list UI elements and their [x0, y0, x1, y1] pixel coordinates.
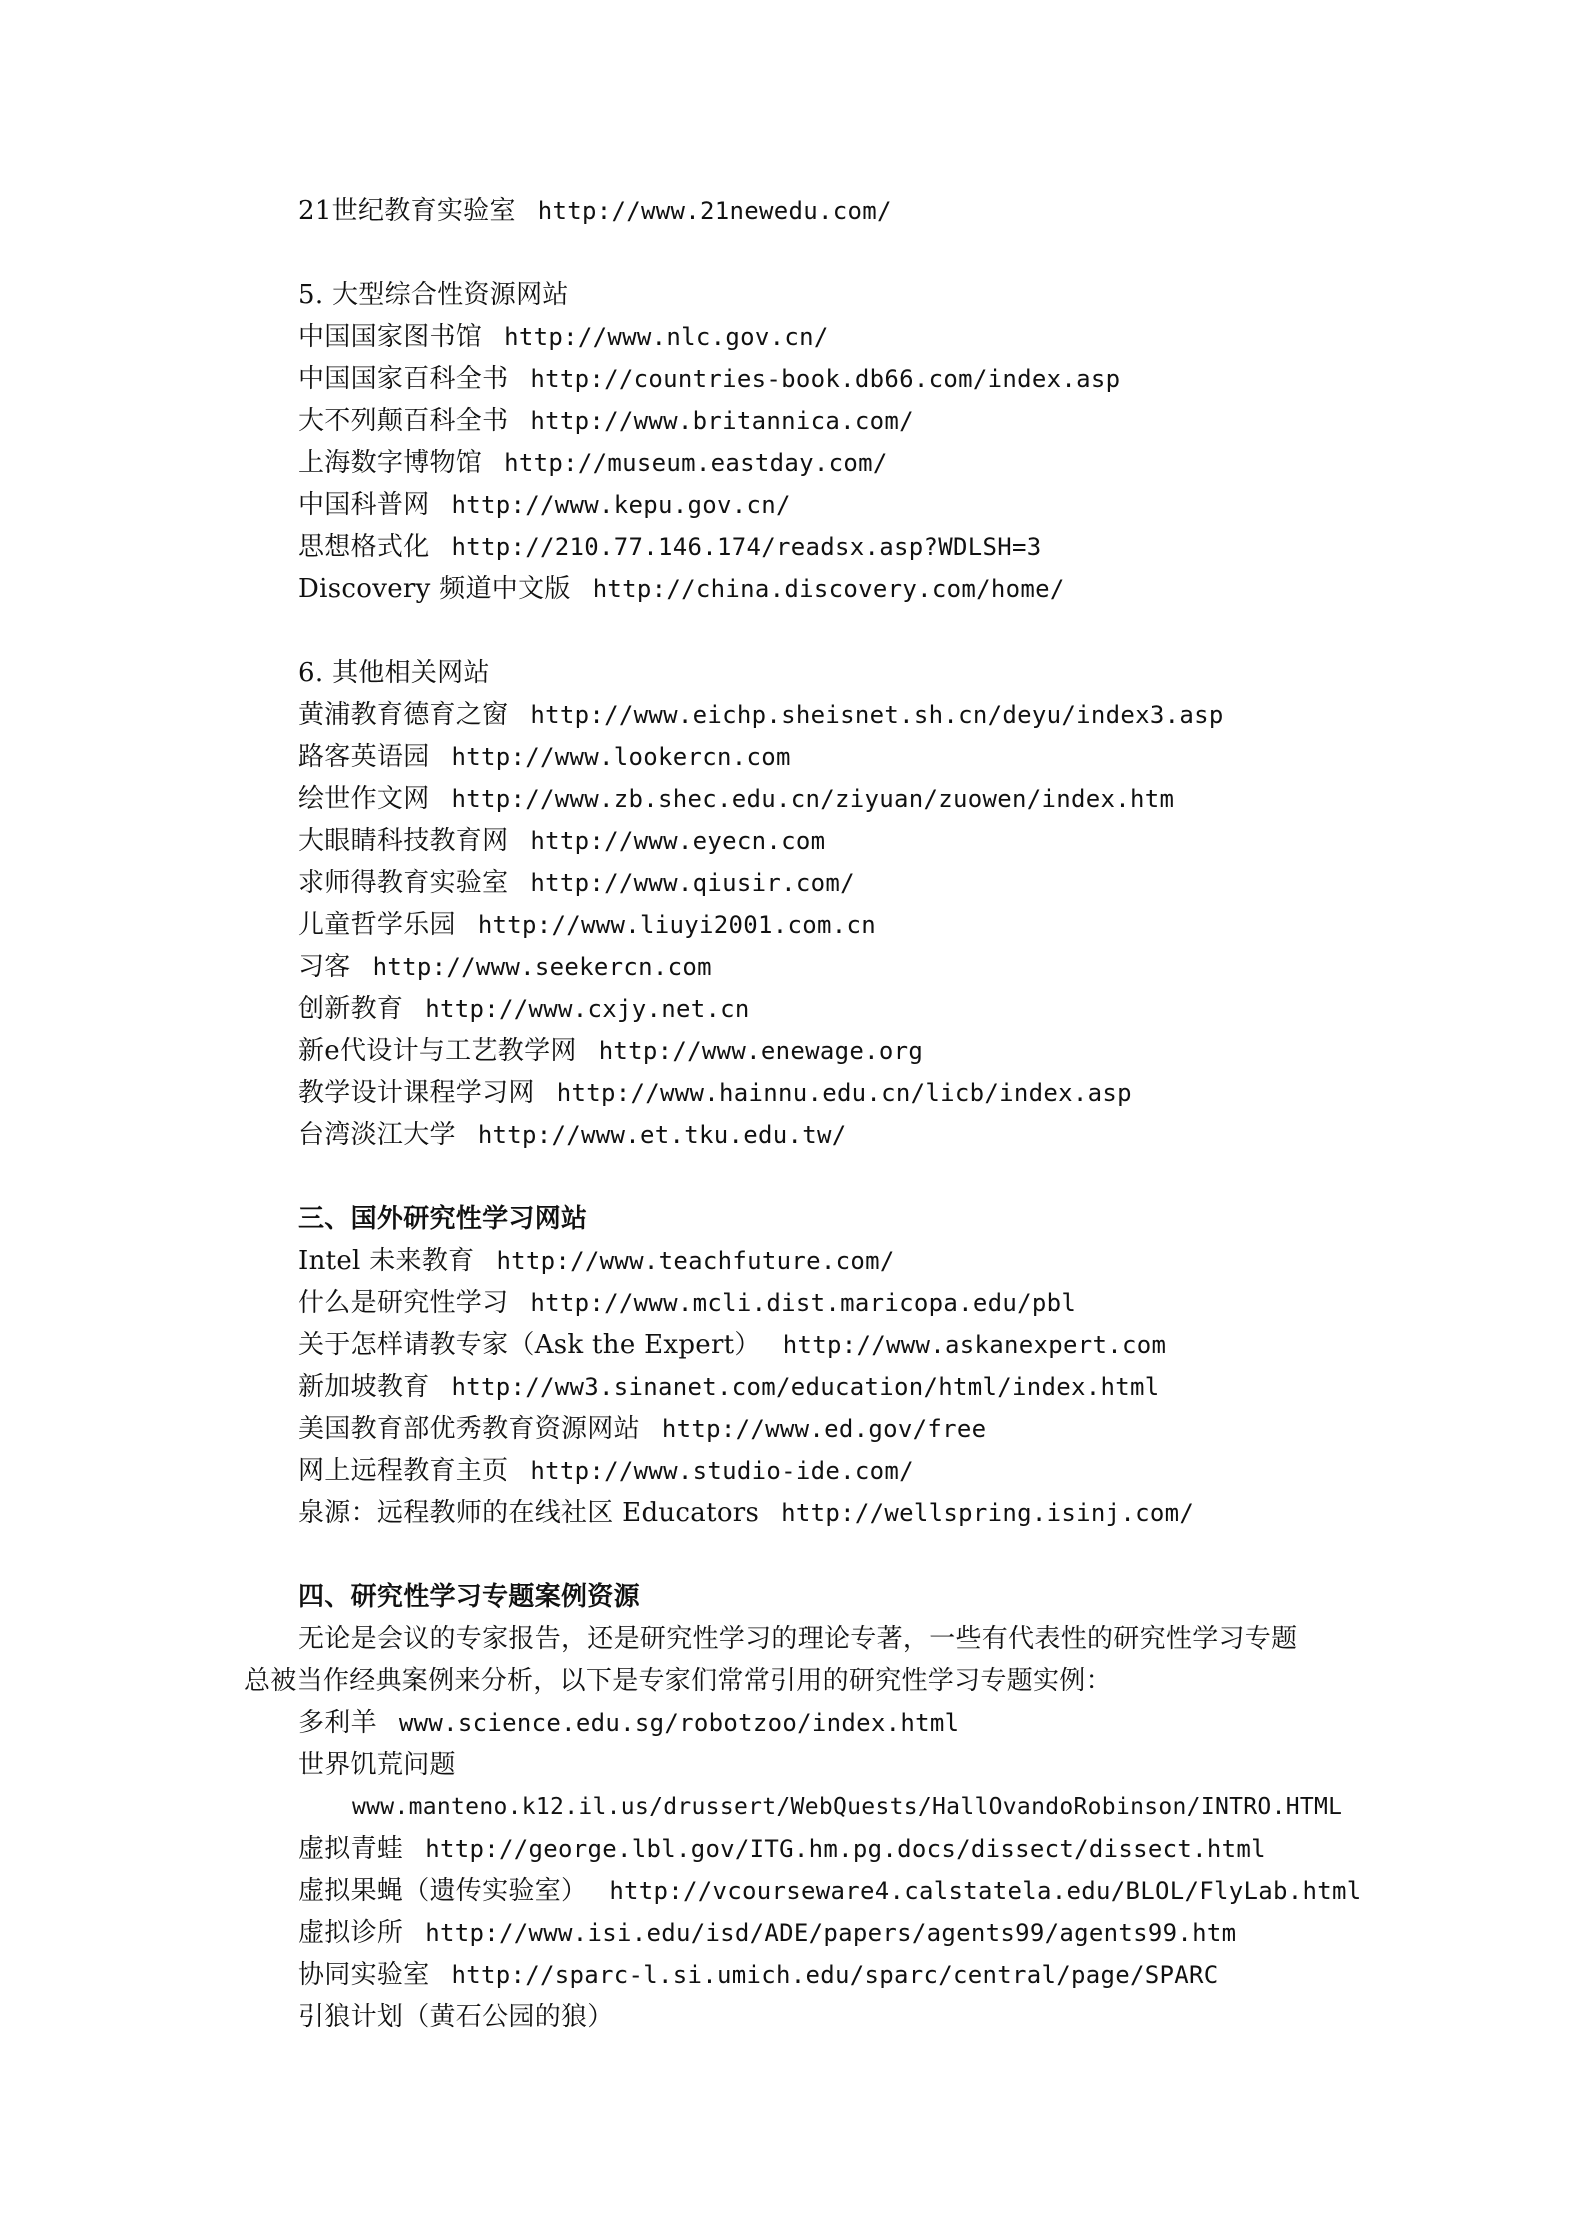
list-item: 美国教育部优秀教育资源网站 http://www.ed.gov/free — [298, 1414, 987, 1444]
list-item: 关于怎样请教专家（Ask the Expert） http://www.askanexpert.com — [298, 1330, 1167, 1360]
list-item: 绘世作文网 http://www.zb.shec.edu.cn/ziyuan/zuowen/index.htm — [298, 784, 1175, 814]
link[interactable]: http://ww3.sinanet.com/education/html/index.html — [451, 1373, 1160, 1401]
link[interactable]: http://sparc-l.si.umich.edu/sparc/central/page/SPARC — [451, 1961, 1219, 1989]
link[interactable]: http://www.et.tku.edu.tw/ — [477, 1121, 847, 1149]
list-item: 泉源：远程教师的在线社区 Educators http://wellspring.isinj.com/ — [298, 1498, 1195, 1528]
link[interactable]: www.manteno.k12.il.us/drussert/WebQuests/HallOvandoRobinson/INTRO.HTML — [352, 1794, 1343, 1820]
link[interactable]: http://www.nlc.gov.cn/ — [504, 323, 829, 351]
link[interactable]: http://wellspring.isinj.com/ — [781, 1499, 1195, 1527]
list-item: 虚拟果蝇（遗传实验室） http://vcourseware4.calstatela.edu/BLOL/FlyLab.html — [298, 1876, 1362, 1906]
link[interactable]: http://www.hainnu.edu.cn/licb/index.asp — [556, 1079, 1132, 1107]
link[interactable]: http://www.liuyi2001.com.cn — [477, 911, 877, 939]
list-item: 教学设计课程学习网 http://www.hainnu.edu.cn/licb/index.asp — [298, 1078, 1132, 1108]
link[interactable]: http://www.21newedu.com/ — [537, 197, 892, 225]
list-item: 中国国家百科全书 http://countries-book.db66.com/index.asp — [298, 364, 1121, 394]
link[interactable]: http://china.discovery.com/home/ — [592, 575, 1065, 603]
section-heading: 5. 大型综合性资源网站 — [298, 280, 569, 310]
list-item: 台湾淡江大学 http://www.et.tku.edu.tw/ — [298, 1120, 847, 1150]
list-item: 协同实验室 http://sparc-l.si.umich.edu/sparc/central/page/SPARC — [298, 1960, 1219, 1990]
link[interactable]: http://museum.eastday.com/ — [504, 449, 888, 477]
list-item: 大不列颠百科全书 http://www.britannica.com/ — [298, 406, 914, 436]
section-heading: 三、国外研究性学习网站 — [298, 1204, 588, 1234]
list-item: 路客英语园 http://www.lookercn.com — [298, 742, 791, 772]
list-item: 新e代设计与工艺教学网 http://www.enewage.org — [298, 1036, 924, 1066]
list-item: Discovery 频道中文版 http://china.discovery.com/home/ — [298, 574, 1065, 604]
list-item: 多利羊 www.science.edu.sg/robotzoo/index.html — [298, 1708, 960, 1738]
list-item: 世界饥荒问题 — [298, 1750, 456, 1780]
list-item: 新加坡教育 http://ww3.sinanet.com/education/html/index.html — [298, 1372, 1160, 1402]
link[interactable]: http://countries-book.db66.com/index.asp — [530, 365, 1121, 393]
list-item: 创新教育 http://www.cxjy.net.cn — [298, 994, 750, 1024]
link[interactable]: http://www.cxjy.net.cn — [425, 995, 750, 1023]
link[interactable]: http://www.ed.gov/free — [661, 1415, 987, 1443]
list-item: 什么是研究性学习 http://www.mcli.dist.maricopa.edu/pbl — [298, 1288, 1077, 1318]
list-item: 儿童哲学乐园 http://www.liuyi2001.com.cn — [298, 910, 877, 940]
list-item: 虚拟青蛙 http://george.lbl.gov/ITG.hm.pg.docs/dissect/dissect.html — [298, 1834, 1266, 1864]
list-item: 中国国家图书馆 http://www.nlc.gov.cn/ — [298, 322, 829, 352]
link[interactable]: http://www.eichp.sheisnet.sh.cn/deyu/index3.asp — [530, 701, 1224, 729]
list-item: 求师得教育实验室 http://www.qiusir.com/ — [298, 868, 855, 898]
paragraph-line: 总被当作经典案例来分析，以下是专家们常常引用的研究性学习专题实例： — [244, 1666, 1112, 1696]
list-item: 21世纪教育实验室 http://www.21newedu.com/ — [298, 196, 892, 226]
section-heading: 四、研究性学习专题案例资源 — [298, 1582, 640, 1612]
list-item: 大眼睛科技教育网 http://www.eyecn.com — [298, 826, 826, 856]
link[interactable]: http://www.mcli.dist.maricopa.edu/pbl — [530, 1289, 1077, 1317]
link[interactable]: http://www.zb.shec.edu.cn/ziyuan/zuowen/index.htm — [451, 785, 1175, 813]
link[interactable]: http://www.askanexpert.com — [782, 1331, 1167, 1359]
link[interactable]: http://www.eyecn.com — [530, 827, 826, 855]
link[interactable]: http://www.isi.edu/isd/ADE/papers/agents99/agents99.htm — [425, 1919, 1237, 1947]
link[interactable]: http://www.studio-ide.com/ — [530, 1457, 914, 1485]
link[interactable]: http://george.lbl.gov/ITG.hm.pg.docs/dissect/dissect.html — [425, 1835, 1266, 1863]
list-item: Intel 未来教育 http://www.teachfuture.com/ — [298, 1246, 895, 1276]
section-heading: 6. 其他相关网站 — [298, 658, 490, 688]
link[interactable]: http://www.kepu.gov.cn/ — [451, 491, 791, 519]
link[interactable]: http://www.lookercn.com — [451, 743, 791, 771]
link[interactable]: http://www.teachfuture.com/ — [496, 1247, 895, 1275]
link[interactable]: http://www.britannica.com/ — [530, 407, 914, 435]
list-item: 上海数字博物馆 http://museum.eastday.com/ — [298, 448, 888, 478]
paragraph-line: 无论是会议的专家报告，还是研究性学习的理论专著，一些有代表性的研究性学习专题 — [298, 1624, 1298, 1654]
list-item: 习客 http://www.seekercn.com — [298, 952, 712, 982]
link[interactable]: http://www.enewage.org — [598, 1037, 924, 1065]
link[interactable]: www.science.edu.sg/robotzoo/index.html — [398, 1709, 960, 1737]
list-item: 虚拟诊所 http://www.isi.edu/isd/ADE/papers/agents99/agents99.htm — [298, 1918, 1237, 1948]
list-item: 黄浦教育德育之窗 http://www.eichp.sheisnet.sh.cn/deyu/index3.asp — [298, 700, 1224, 730]
list-item: 网上远程教育主页 http://www.studio-ide.com/ — [298, 1456, 914, 1486]
list-item: 引狼计划（黄石公园的狼） — [298, 2002, 614, 2032]
link[interactable]: http://vcourseware4.calstatela.edu/BLOL/FlyLab.html — [609, 1877, 1362, 1905]
list-item: 中国科普网 http://www.kepu.gov.cn/ — [298, 490, 791, 520]
link[interactable]: http://www.qiusir.com/ — [530, 869, 855, 897]
link[interactable]: http://210.77.146.174/readsx.asp?WDLSH=3 — [451, 533, 1042, 561]
link[interactable]: http://www.seekercn.com — [372, 953, 712, 981]
list-item: 思想格式化 http://210.77.146.174/readsx.asp?WDLSH=3 — [298, 532, 1042, 562]
